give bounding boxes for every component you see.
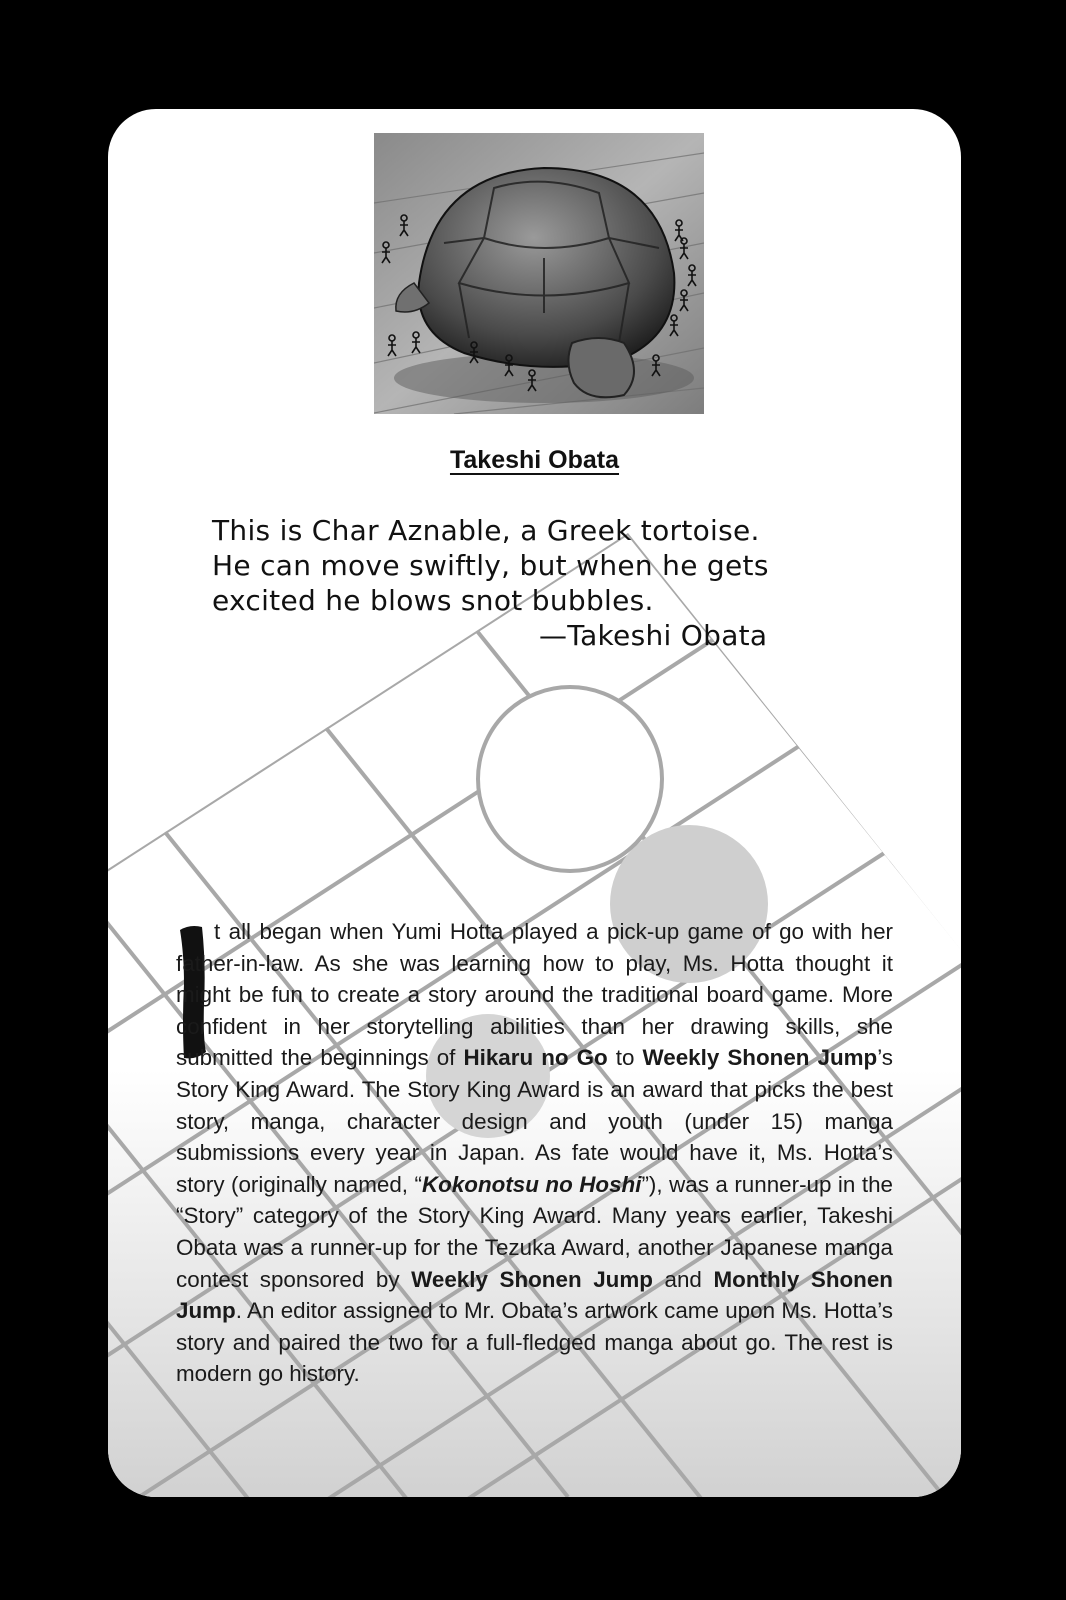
magazine-weekly-shonen-jump: Weekly Shonen Jump [642, 1045, 878, 1071]
tortoise-photo [374, 133, 704, 414]
quote-signature: —Takeshi Obata [539, 619, 768, 652]
quote-line: This is Char Aznable, a Greek tortoise. [212, 514, 760, 547]
author-quote [212, 513, 912, 653]
article-body [176, 916, 893, 1390]
title-hikaru-no-go: Hikaru no Go [463, 1045, 608, 1071]
article-text: to [607, 1045, 643, 1071]
magazine-monthly-shonen-jump: Monthly Shonen Jump [176, 1266, 893, 1324]
content-card [108, 109, 961, 1497]
article-text: t all began when Yumi Hotta played a pick-up game of go with her father-in-law. As she was learning how to play, Ms. Hotta thought it might be fun to create a story around the traditional board game. More confident in her storytelling abilities than her drawing skills, she submitted the beginnings of [176, 919, 893, 1071]
magazine-weekly-shonen-jump: Weekly Shonen Jump [411, 1266, 653, 1292]
article-text: ’s Story King Award. The Story King Award is an award that picks the best story, manga, character design and youth (under 15) manga submissions every year in Japan. As fate would have it, Ms. Hotta’s story (originally named, “ [176, 1045, 893, 1197]
article-text: . An editor assigned to Mr. Obata’s artwork came upon Ms. Hotta’s story and paired the two for a full-fledged manga about go. The rest is modern go history. [176, 1298, 893, 1387]
quote-line: excited he blows snot bubbles. [212, 584, 654, 617]
title-kokonotsu-no-hoshi: Kokonotsu no Hoshi [421, 1171, 642, 1197]
article-text: ”), was a runner-up in the “Story” category of the Story King Award. Many years earlier, Takeshi Obata was a runner-up for the Tezuka Award, another Japanese manga contest sponsored by [176, 1171, 893, 1292]
quote-line: He can move swiftly, but when he gets [212, 549, 769, 582]
white-stone [478, 687, 662, 871]
author-name: Takeshi Obata [449, 446, 620, 474]
article-text: and [652, 1266, 714, 1292]
